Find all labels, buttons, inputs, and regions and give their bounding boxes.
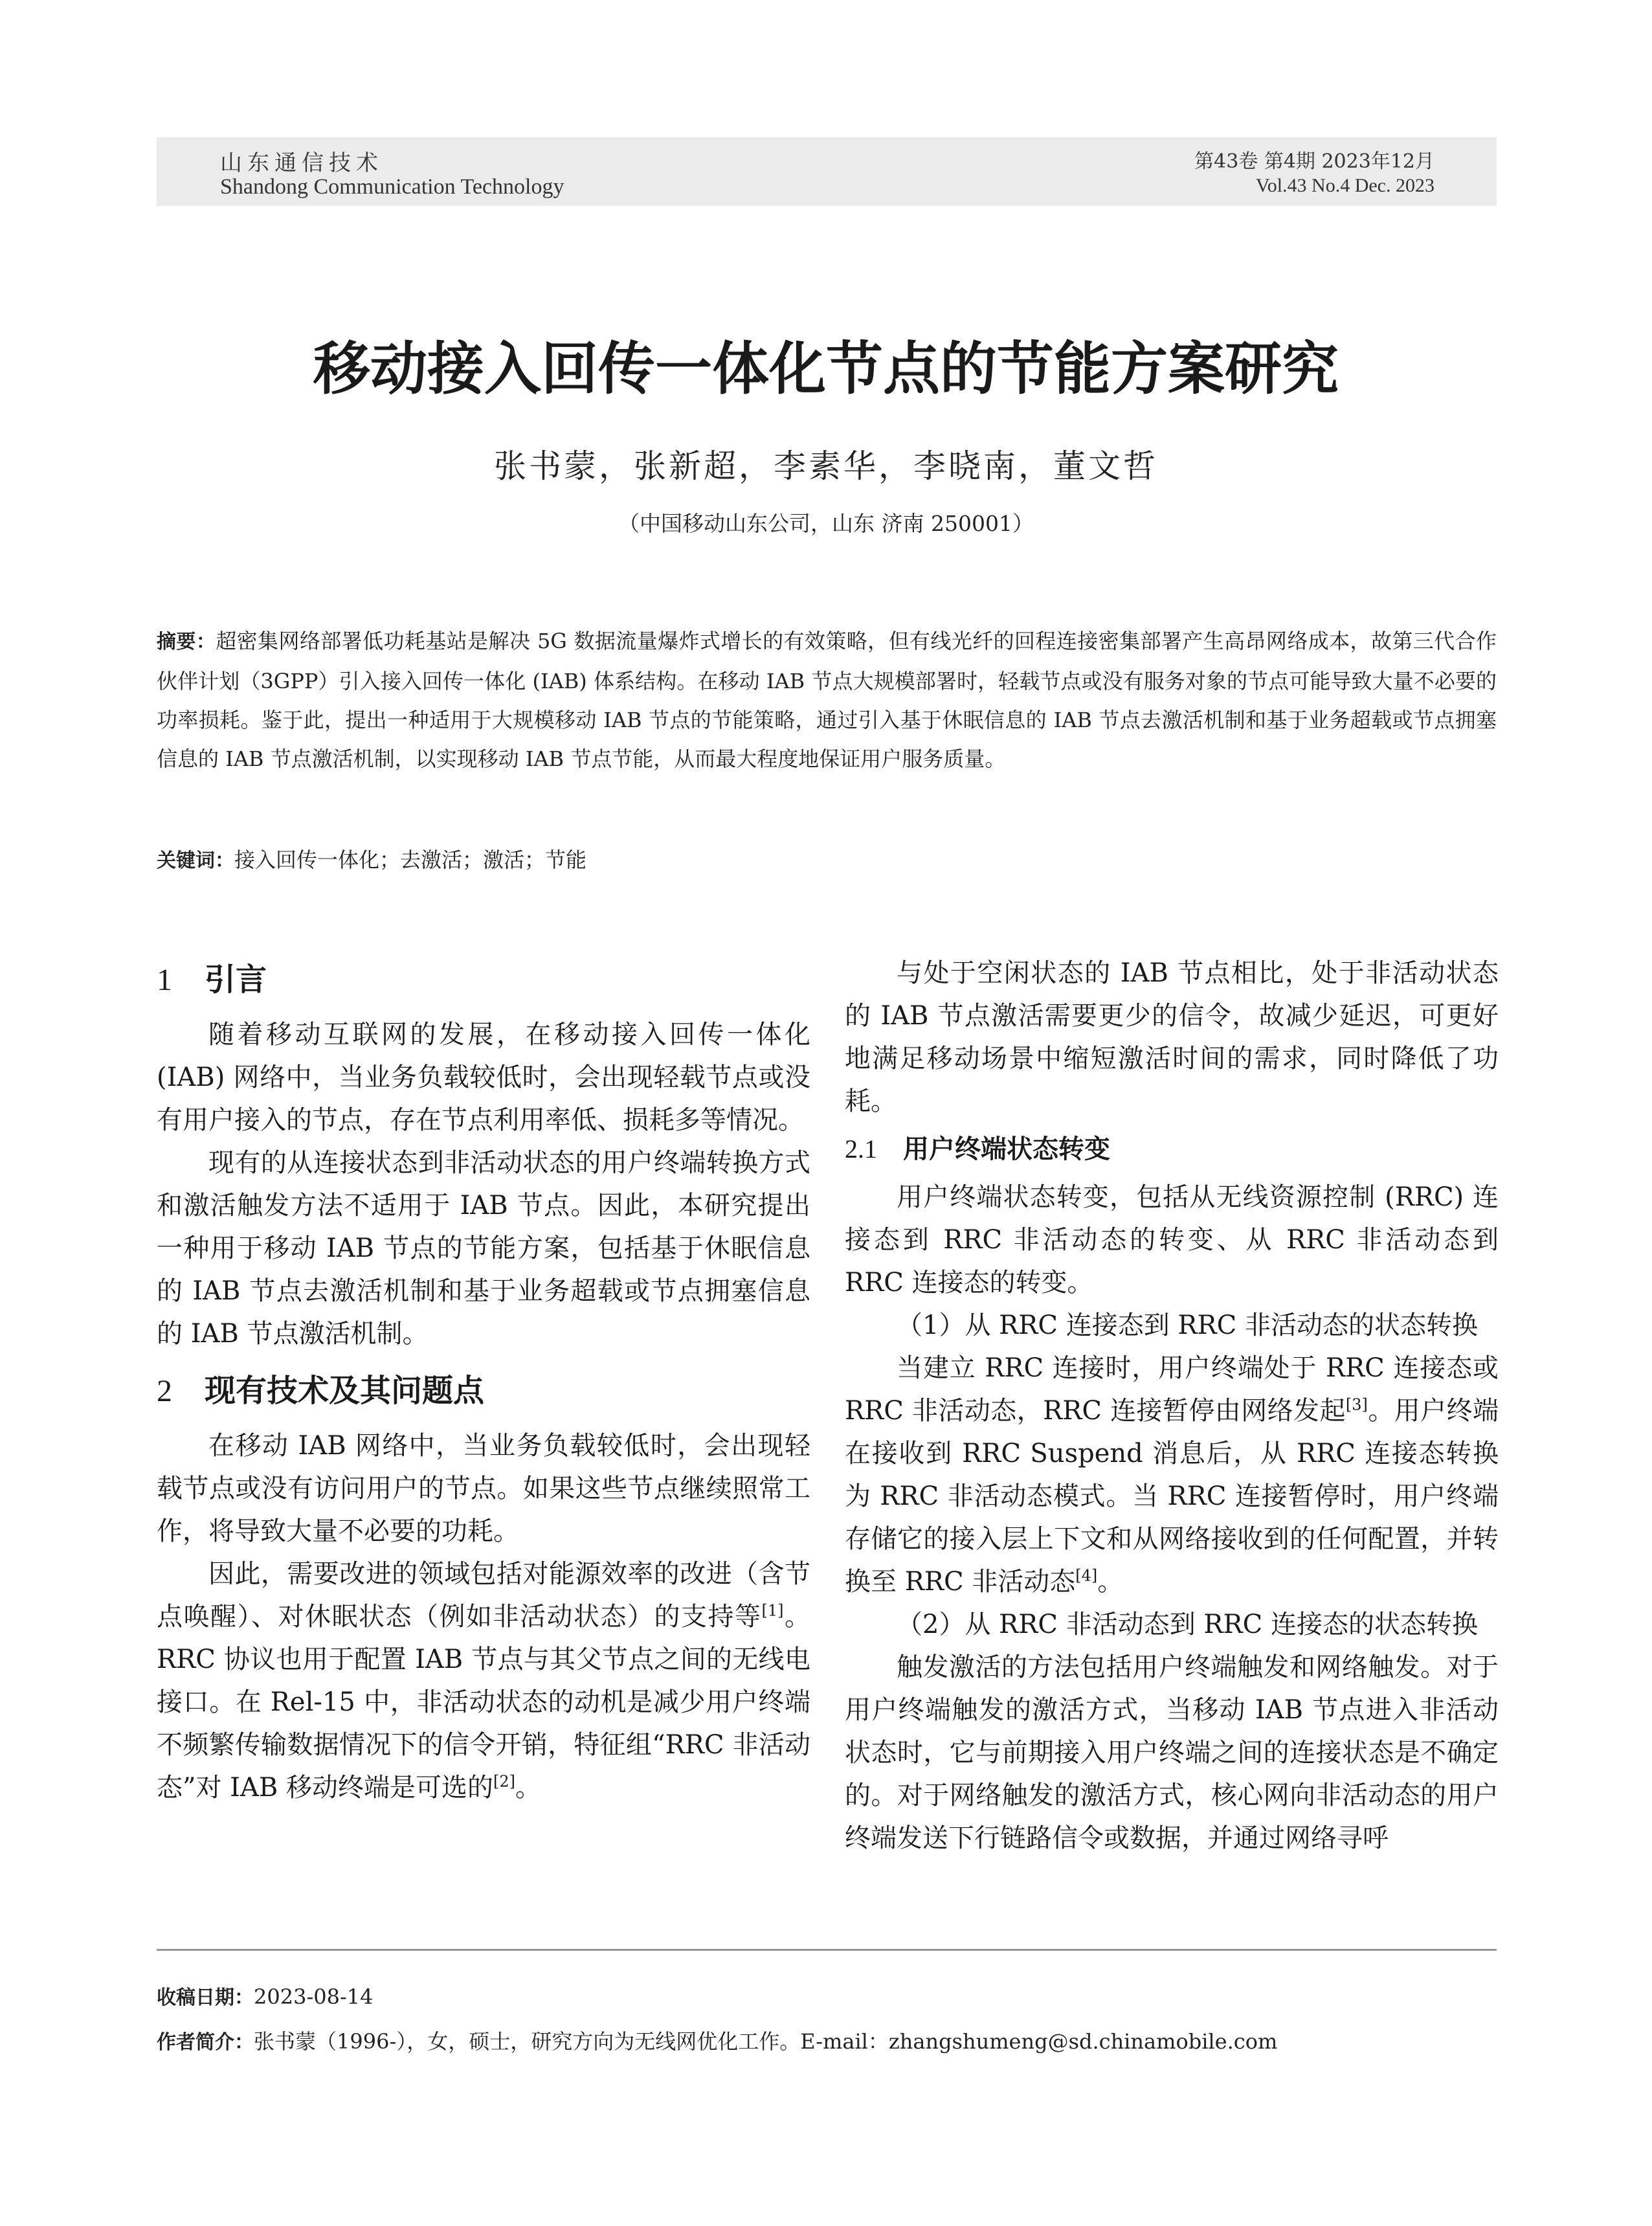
paper-title: 移动接入回传一体化节点的节能方案研究: [313, 335, 1339, 402]
received-value: 2023-08-14: [254, 1984, 374, 2009]
affiliation: （中国移动山东公司，山东 济南 250001）: [618, 511, 1034, 536]
abstract-text: 超密集网络部署低功耗基站是解决 5G 数据流量爆炸式增长的有效策略，但有线光纤的回程连接密集部署产生高昂网络成本，故第三代合作伙伴计划（3GPP）引入接入回传一体化 (IAB) 体系结构。在移动 IAB 节点大规模部署时，轻载节点或没有服务对象的节点可能导致大量不必要的功率损耗。鉴于此，提出一种适用于大规模移动 IAB 节点的节能策略，通过引入基于休眠信息的 IAB 节点去激活机制和基于业务超载或节点拥塞信息的 IAB 节点激活机制，以实现移动 IAB 节点节能，从而最大程度地保证用户服务质量。: [157, 629, 1497, 771]
subsection-title: 用户终端状态转变: [903, 1134, 1110, 1164]
journal-name-cn: 山东通信技术: [220, 150, 383, 176]
citation-ref: [1]: [761, 1601, 784, 1620]
author-list: 张书蒙，张新超，李素华，李晓南，董文哲: [494, 447, 1158, 485]
received-label: 收稿日期：: [157, 1986, 254, 2009]
list-item: （2）从 RRC 非活动态到 RRC 连接态的状态转换: [897, 1610, 1478, 1639]
subsection-heading-2-1: [845, 1128, 1499, 1171]
abstract-label: 摘要：: [157, 631, 216, 653]
section-number: 2: [157, 1374, 172, 1408]
author-bio-text: 张书蒙（1996-），女，硕士，研究方向为无线网优化工作。E-mail：zhangshumeng@sd.chinamobile.com: [254, 2029, 1278, 2054]
paragraph: 与处于空闲状态的 IAB 节点相比，处于非活动状态的 IAB 节点激活需要更少的信令，故减少延迟，可更好地满足移动场景中缩短激活时间的需求，同时降低了功耗。: [845, 958, 1499, 1116]
keywords-label: 关键词：: [157, 849, 234, 872]
received-date: [157, 1981, 374, 2010]
list-item: （1）从 RRC 连接态到 RRC 非活动态的状态转换: [897, 1310, 1478, 1340]
citation-ref: [4]: [1075, 1566, 1098, 1585]
issue-info-en: Vol.43 No.4 Dec. 2023: [1255, 175, 1434, 196]
section-heading-1: [157, 958, 810, 1002]
section-title: 现有技术及其问题点: [205, 1373, 485, 1409]
keywords: [157, 840, 1497, 881]
paragraph: 当建立 RRC 连接时，用户终端处于 RRC 连接态或 RRC 非活动态，RRC 连接暂停由网络发起[3]。用户终端在接收到 RRC Suspend 消息后，从 RRC 连接态转换为 RRC 非活动态模式。当 RRC 连接暂停时，用户终端存储它的接入层上下文和从网络接收到的任何配置，并转换至 RRC 非活动态[4]。: [845, 1353, 1499, 1597]
author-bio-label: 作者简介：: [157, 2031, 254, 2054]
section-heading-2: [157, 1369, 810, 1413]
paragraph: 因此，需要改进的领域包括对能源效率的改进（含节点唤醒）、对休眠状态（例如非活动状态）的支持等[1]。RRC 协议也用于配置 IAB 节点与其父节点之间的无线电接口。在 Rel-15 中，非活动状态的动机是减少用户终端不频繁传输数据情况下的信令开销，特征组“RRC 非活动态”对 IAB 移动终端是可选的[2]。: [157, 1559, 810, 1803]
paragraph: 在移动 IAB 网络中，当业务负载较低时，会出现轻载节点或没有访问用户的节点。如果这些节点继续照常工作，将导致大量不必要的功耗。: [157, 1431, 810, 1546]
subsection-number: 2.1: [845, 1134, 877, 1164]
journal-header: [157, 137, 1497, 206]
citation-ref: [2]: [493, 1772, 515, 1791]
section-number: 1: [157, 963, 172, 997]
footer-divider: [157, 1949, 1497, 1951]
left-column: [157, 952, 810, 1809]
author-bio: [157, 2025, 1277, 2055]
paragraph: 随着移动互联网的发展，在移动接入回传一体化 (IAB) 网络中，当业务负载较低时，会出现轻载节点或没有用户接入的节点，存在节点利用率低、损耗多等情况。: [157, 1020, 810, 1135]
paragraph: 现有的从连接状态到非活动状态的用户终端转换方式和激活触发方法不适用于 IAB 节点。因此，本研究提出一种用于移动 IAB 节点的节能方案，包括基于休眠信息的 IAB 节点去激活机制和基于业务超载或节点拥塞信息的 IAB 节点激活机制。: [157, 1148, 810, 1349]
right-column: [845, 952, 1499, 1860]
journal-name-en: Shandong Communication Technology: [220, 175, 564, 199]
paragraph: 用户终端状态转变，包括从无线资源控制 (RRC) 连接态到 RRC 非活动态的转变、从 RRC 非活动态到 RRC 连接态的转变。: [845, 1182, 1499, 1298]
citation-ref: [3]: [1345, 1395, 1368, 1414]
abstract: [157, 622, 1497, 778]
section-title: 引言: [205, 961, 267, 998]
issue-info-cn: 第43卷 第4期 2023年12月: [1194, 150, 1434, 173]
paragraph: 触发激活的方法包括用户终端触发和网络触发。对于用户终端触发的激活方式，当移动 IAB 节点进入非活动状态时，它与前期接入用户终端之间的连接状态是不确定的。对于网络触发的激活方式，核心网向非活动态的用户终端发送下行链路信令或数据，并通过网络寻呼: [845, 1652, 1499, 1853]
keywords-text: 接入回传一体化；去激活；激活；节能: [234, 848, 587, 872]
